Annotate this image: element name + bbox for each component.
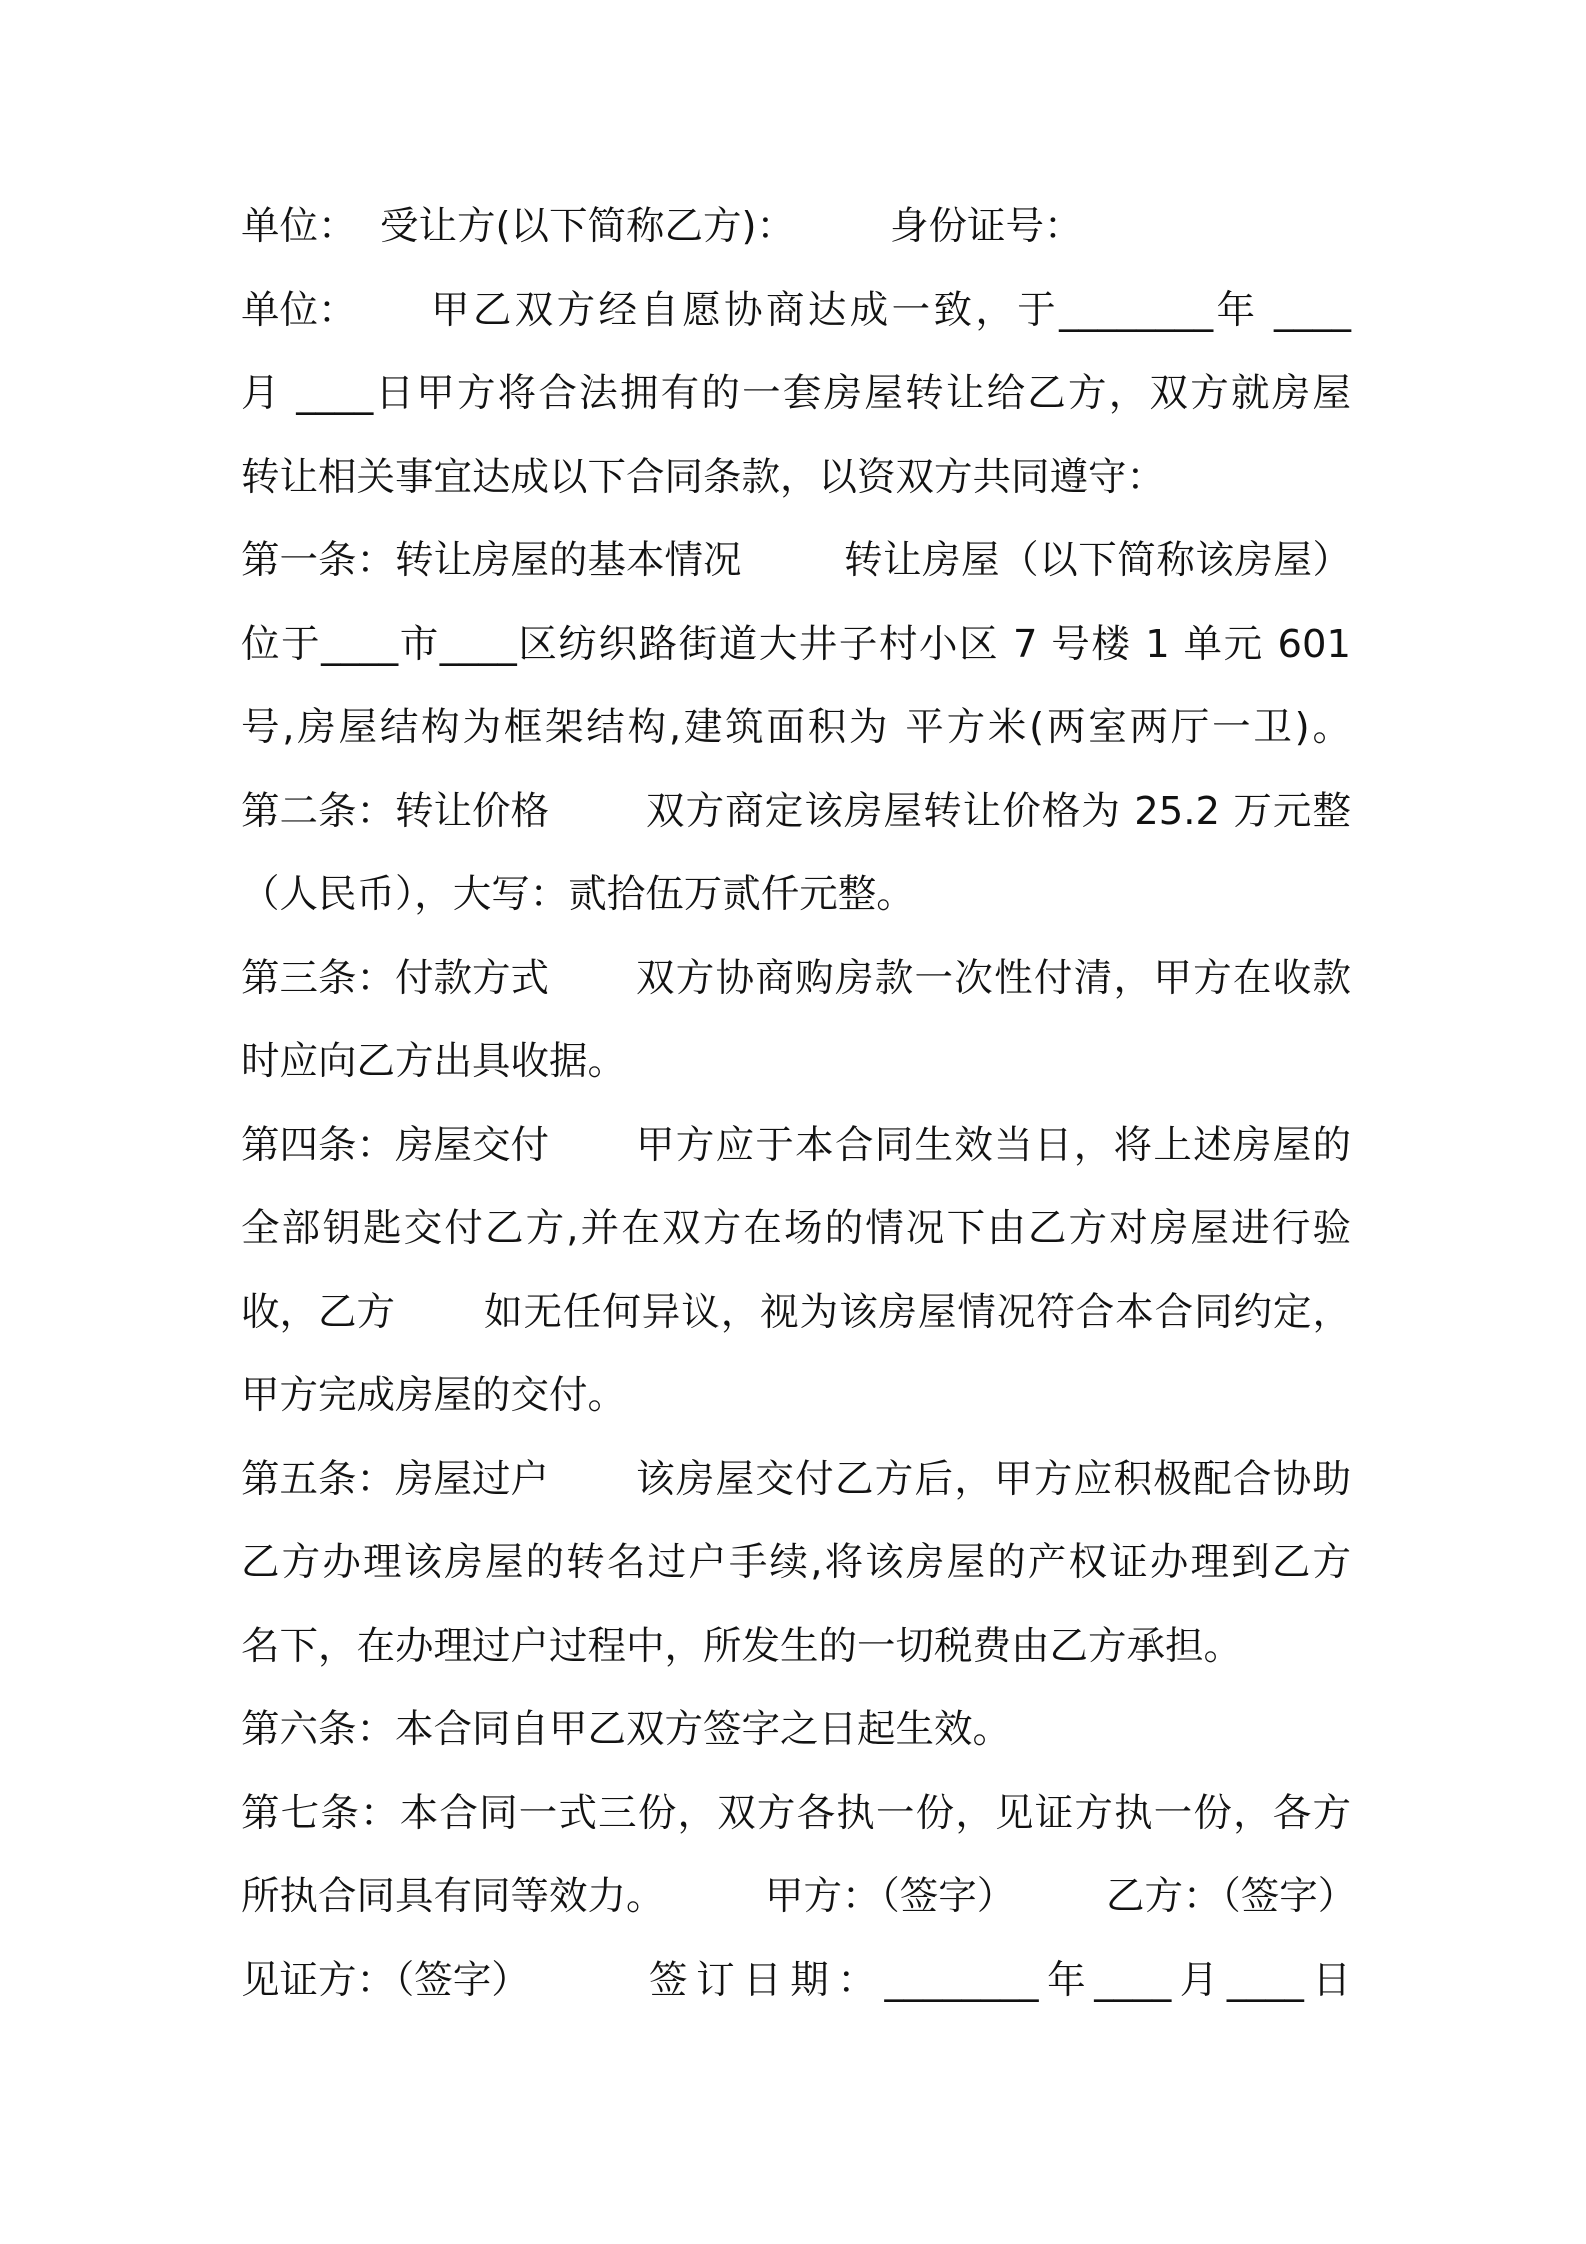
- preamble-text: 月 ____日甲方将合法拥有的一套房屋转让给乙方，双方就房屋: [241, 371, 1351, 416]
- clause-1-text: 转让房屋（以下简称该房屋）: [844, 538, 1351, 583]
- party-b-signature-label: 乙方：（签字）: [1106, 1874, 1357, 1919]
- header-unit-label: 单位：: [241, 204, 357, 249]
- header-line: [241, 185, 1351, 269]
- clause-7-text: 所执合同具有同等效力。: [241, 1874, 665, 1919]
- clause-7-text: 第七条：本合同一式三份，双方各执一份，见证方执一份，各方: [241, 1790, 1351, 1836]
- clause-6-text: 第六条：本合同自甲乙双方签字之日起生效。: [241, 1707, 1012, 1752]
- clause-4-text: 全部钥匙交付乙方,并在双方在场的情况下由乙方对房屋进行验: [241, 1206, 1351, 1251]
- clause-1-heading-line: [241, 519, 1351, 603]
- preamble-text: 甲乙双方经自愿协商达成一致，于________年 ____: [431, 287, 1351, 333]
- clause-4-text: 如无任何异议，视为该房屋情况符合本合同约定，: [484, 1289, 1351, 1335]
- clause-2-heading-line: [241, 770, 1351, 854]
- preamble-text: 转让相关事宜达成以下合同条款，以资双方共同遵守：: [241, 454, 1166, 500]
- clause-1-text: 号,房屋结构为框架结构,建筑面积为 平方米(两室两厅一卫)。: [241, 705, 1351, 750]
- preamble-unit-label: 单位：: [241, 287, 357, 333]
- clause-4-text: 甲方完成房屋的交付。: [241, 1373, 627, 1418]
- signing-date-label: 签订日期：________年____月____日: [649, 1957, 1351, 2003]
- clause-5-text: 乙方办理该房屋的转名过户手续,将该房屋的产权证办理到乙方: [241, 1540, 1351, 1585]
- contract-body: [241, 185, 1357, 2022]
- id-number-label: 身份证号：: [890, 204, 1083, 249]
- witness-date-line: [241, 1939, 1351, 2023]
- clause-5-heading-line: [241, 1438, 1351, 1522]
- clause-2-text: （人民币），大写：贰拾伍万贰仟元整。: [241, 872, 915, 917]
- clause-2-title: 第二条：转让价格: [241, 788, 550, 834]
- witness-signature-label: 见证方：（签字）: [241, 1957, 530, 2003]
- clause-3-title: 第三条：付款方式: [241, 955, 550, 1001]
- clause-4-text: 收，乙方: [241, 1289, 396, 1335]
- clause-1-text: 位于____市____区纺织路街道大井子村小区 7 号楼 1 单元 601: [241, 621, 1351, 667]
- party-a-signature-label: 甲方：（签字）: [765, 1874, 1016, 1919]
- clause-3-text: 时应向乙方出具收据。: [241, 1039, 627, 1084]
- clause-3-heading-line: [241, 937, 1351, 1021]
- clause-4-text: 甲方应于本合同生效当日，将上述房屋的: [636, 1122, 1351, 1168]
- clause-5-text: 该房屋交付乙方后，甲方应积极配合协助: [636, 1456, 1351, 1502]
- clause-2-text: 双方商定该房屋转让价格为 25.2 万元整: [646, 788, 1351, 834]
- clause-5-title: 第五条：房屋过户: [241, 1456, 550, 1502]
- clause-3-text: 双方协商购房款一次性付清，甲方在收款: [636, 955, 1351, 1001]
- clause-5-text: 名下，在办理过户过程中，所发生的一切税费由乙方承担。: [241, 1623, 1243, 1669]
- clause-1-title: 第一条：转让房屋的基本情况: [241, 538, 742, 583]
- transferee-label: 受让方(以下简称乙方)：: [380, 204, 796, 249]
- preamble-first-line: [241, 269, 1351, 353]
- clause-4-title: 第四条：房屋交付: [241, 1122, 550, 1168]
- clause-7-signature-line: [241, 1855, 1357, 1939]
- clause-4-split-line: [241, 1271, 1351, 1355]
- clause-4-heading-line: [241, 1104, 1351, 1188]
